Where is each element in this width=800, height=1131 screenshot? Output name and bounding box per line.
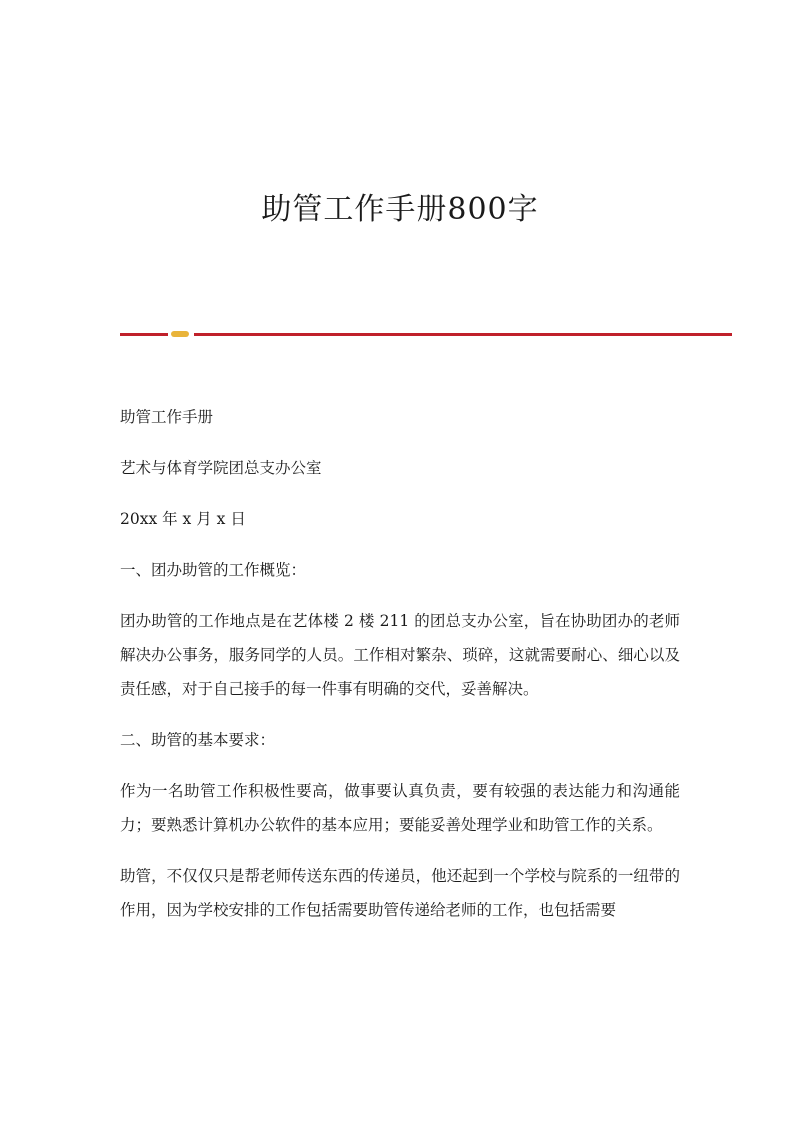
- divider-ornament: [171, 331, 189, 337]
- section-heading-1: 一、团办助管的工作概览：: [120, 561, 307, 579]
- divider-line-left: [120, 333, 168, 336]
- document-body: [120, 400, 680, 944]
- title-divider: [120, 330, 732, 338]
- divider-line-right: [194, 333, 732, 336]
- paragraph-2: 作为一名助管工作积极性要高，做事要认真负责，要有较强的表达能力和沟通能力；要熟悉计算机办公软件的基本应用；要能妥善处理学业和助管工作的关系。: [120, 782, 680, 834]
- section-heading-2: 二、助管的基本要求：: [120, 731, 276, 749]
- date: 20xx 年 x 月 x 日: [120, 510, 246, 528]
- paragraph-3: 助管，不仅仅只是帮老师传送东西的传递员，他还起到一个学校与院系的一纽带的作用，因为学校安排的工作包括需要助管传递给老师的工作，也包括需要: [120, 867, 680, 919]
- subtitle: 助管工作手册: [120, 408, 214, 426]
- organization: 艺术与体育学院团总支办公室: [120, 459, 322, 477]
- paragraph-1: 团办助管的工作地点是在艺体楼 2 楼 211 的团总支办公室，旨在协助团办的老师解决办公事务，服务同学的人员。工作相对繁杂、琐碎，这就需要耐心、细心以及责任感，对于自己接手的每一件事有明确的交代，妥善解决。: [120, 612, 680, 698]
- document-title: 助管工作手册800字: [261, 192, 539, 227]
